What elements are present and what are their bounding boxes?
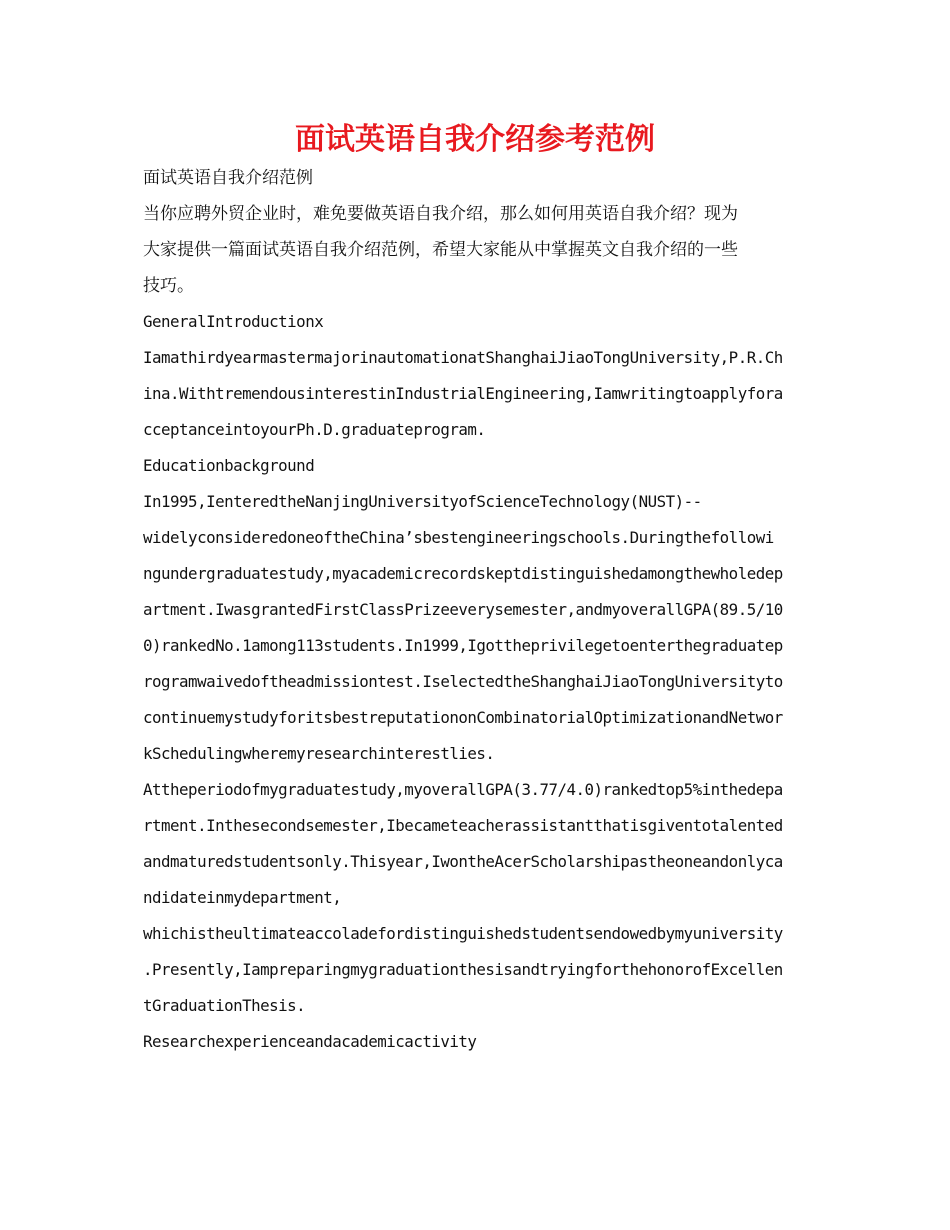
text-line: kSchedulingwheremyresearchinterestlies. (143, 744, 495, 763)
document-body (143, 160, 808, 1060)
text-line: cceptanceintoyourPh.D.graduateprogram. (143, 420, 486, 439)
text-line: Attheperiodofmygraduatestudy,myoverallGPA(3.77/4.0)rankedtop5%inthedepa (143, 780, 783, 799)
text-line: IamathirdyearmastermajorinautomationatShanghaiJiaoTongUniversity,P.R.Ch (143, 348, 783, 367)
text-line: ina.WithtremendousinterestinIndustrialEngineering,Iamwritingtoapplyfora (143, 384, 783, 403)
section-heading-general: GeneralIntroductionx (143, 312, 324, 331)
text-line: rogramwaivedoftheadmissiontest.IselectedtheShanghaiJiaoTongUniversityto (143, 672, 783, 691)
text-line: rtment.Inthesecondsemester,Ibecameteacherassistantthatisgiventotalented (143, 816, 783, 835)
text-line: widelyconsideredoneoftheChina’sbestengineeringschools.Duringthefollowi (143, 528, 774, 547)
text-line: artment.IwasgrantedFirstClassPrizeeverysemester,andmyoverallGPA(89.5/10 (143, 600, 783, 619)
intro-line: 大家提供一篇面试英语自我介绍范例，希望大家能从中掌握英文自我介绍的一些 (143, 240, 738, 260)
english-section (143, 304, 808, 1060)
text-line: continuemystudyforitsbestreputationonCombinatorialOptimizationandNetwor (143, 708, 783, 727)
text-line: andmaturedstudentsonly.Thisyear,IwontheAcerScholarshipastheoneandonlyca (143, 852, 783, 871)
text-line: ngundergraduatestudy,myacademicrecordskeptdistinguishedamongthewholedep (143, 564, 783, 583)
text-line: tGraduationThesis. (143, 996, 306, 1015)
text-line: ndidateinmydepartment, (143, 888, 342, 907)
intro-line: 技巧。 (143, 276, 194, 296)
text-line: In1995,IenteredtheNanjingUniversityofScienceTechnology(NUST)-- (143, 492, 702, 511)
intro-line: 面试英语自我介绍范例 (143, 168, 313, 188)
text-line: whichistheultimateaccoladefordistinguishedstudentsendowedbymyuniversity (143, 924, 783, 943)
document-title: 面试英语自我介绍参考范例 (295, 122, 655, 157)
intro-paragraph (143, 160, 808, 304)
section-heading-research: Researchexperienceandacademicactivity (143, 1032, 477, 1051)
text-line: .Presently,IampreparingmygraduationthesisandtryingforthehonorofExcellen (143, 960, 783, 979)
text-line: 0)rankedNo.1among113students.In1999,Igottheprivilegetoenterthegraduatep (143, 636, 783, 655)
intro-line: 当你应聘外贸企业时，难免要做英语自我介绍，那么如何用英语自我介绍？现为 (143, 204, 738, 224)
section-heading-education: Educationbackground (143, 456, 315, 475)
